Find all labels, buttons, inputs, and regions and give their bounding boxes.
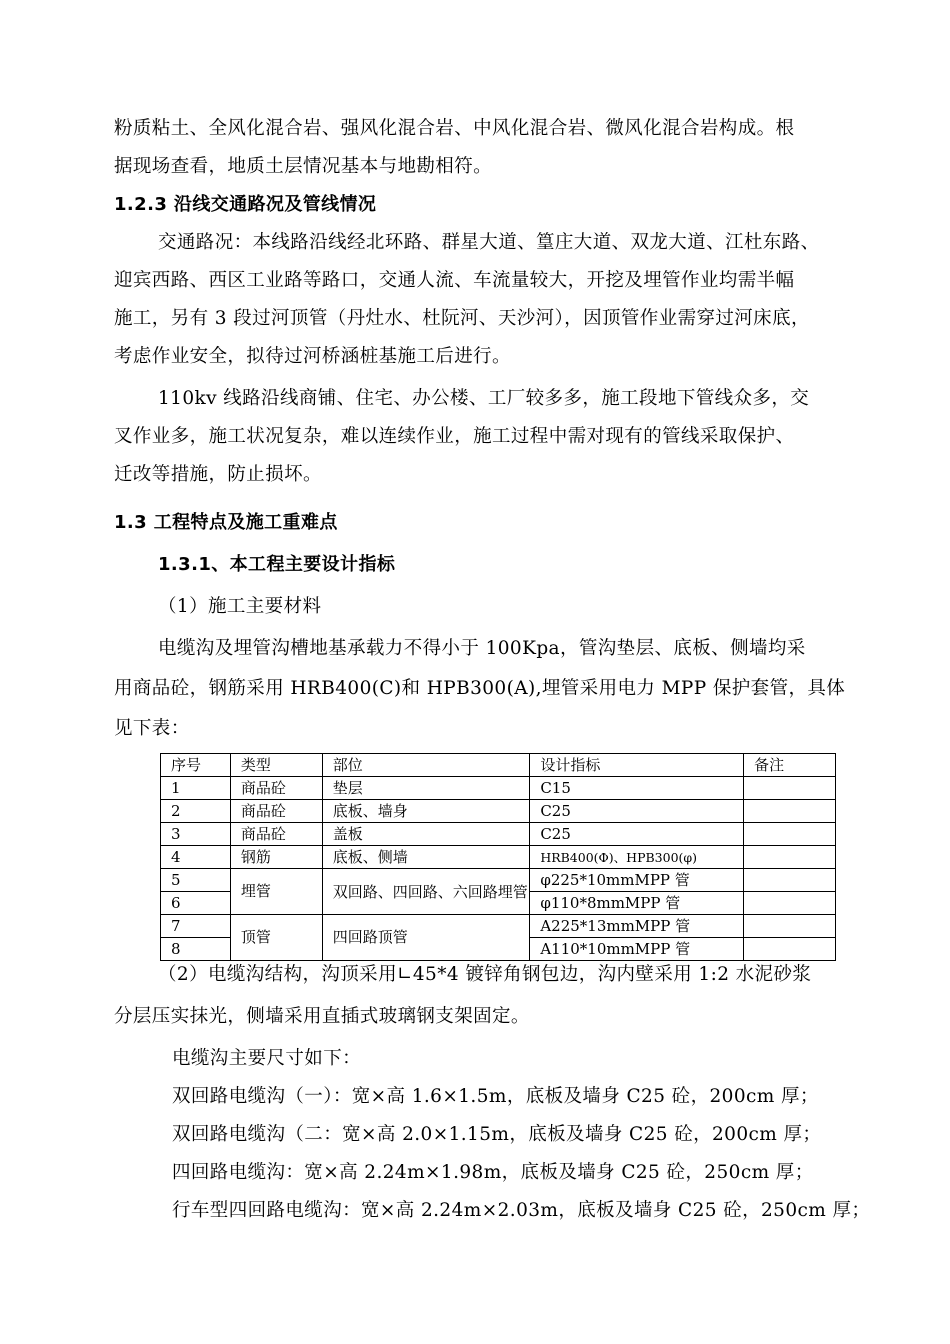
cell-type: 埋管 [230,869,322,915]
cell-no: 2 [161,800,231,823]
para-dimensions-intro: 电缆沟主要尺寸如下： [172,1048,362,1069]
cell-part: 双回路、四回路、六回路埋管 [322,869,530,915]
para-materials-line1: 电缆沟及埋管沟槽地基承载力不得小于 100Kpa，管沟垫层、底板、侧墙均采 [158,638,806,659]
cell-note [744,800,836,823]
para-pipeline-line2: 叉作业多，施工状况复杂，难以连续作业，施工过程中需对现有的管线采取保护、 [114,426,795,447]
subheading-materials: （1）施工主要材料 [158,596,322,617]
table-row [161,800,836,823]
header-type: 类型 [230,754,322,777]
cell-type: 商品砼 [230,777,322,800]
para-geology-line1: 粉质粘土、全风化混合岩、强风化混合岩、中风化混合岩、微风化混合岩构成。根 [114,118,795,139]
cell-note [744,938,836,961]
cell-note [744,869,836,892]
cell-spec: C25 [530,823,744,846]
para-materials-line3: 见下表： [114,718,190,739]
para-traffic-line1: 交通路况：本线路沿线经北环路、群星大道、篁庄大道、双龙大道、江杜东路、 [158,232,820,253]
cell-no: 6 [161,892,231,915]
para-pipeline-line1: 110kv 线路沿线商铺、住宅、办公楼、工厂较多多，施工段地下管线众多，交 [158,388,810,409]
table-header-row [161,754,836,777]
cell-part: 四回路顶管 [322,915,530,961]
cell-type: 钢筋 [230,846,322,869]
table-row [161,915,836,938]
cell-part: 底板、侧墙 [322,846,530,869]
cell-spec: φ110*8mmMPP 管 [530,892,744,915]
cell-no: 1 [161,777,231,800]
cell-no: 3 [161,823,231,846]
dimension-item-1: 双回路电缆沟（一）：宽×高 1.6×1.5m，底板及墙身 C25 砼，200cm 厚； [172,1086,819,1107]
cell-spec: C15 [530,777,744,800]
cell-note [744,915,836,938]
dimension-item-3: 四回路电缆沟：宽×高 2.24m×1.98m，底板及墙身 C25 砼，250cm 厚； [172,1162,814,1183]
cell-note [744,892,836,915]
heading-1-3: 1.3 工程特点及施工重难点 [114,512,338,533]
header-spec: 设计指标 [530,754,744,777]
design-spec-table [160,753,836,961]
cell-part: 盖板 [322,823,530,846]
para-structure-line2: 分层压实抹光，侧墙采用直插式玻璃钢支架固定。 [114,1006,530,1027]
cell-type: 商品砼 [230,800,322,823]
heading-1-2-3: 1.2.3 沿线交通路况及管线情况 [114,194,377,215]
para-traffic-line3: 施工，另有 3 段过河顶管（丹灶水、杜阮河、天沙河），因顶管作业需穿过河床底， [114,308,810,329]
para-traffic-line4: 考虑作业安全，拟待过河桥涵桩基施工后进行。 [114,346,511,367]
table-row [161,846,836,869]
para-materials-line2: 用商品砼，钢筋采用 HRB400(C)和 HPB300(A),埋管采用电力 MPP 保护套管，具体 [114,678,846,699]
heading-1-3-1: 1.3.1、本工程主要设计指标 [158,554,396,575]
para-traffic-line2: 迎宾西路、西区工业路等路口，交通人流、车流量较大，开挖及埋管作业均需半幅 [114,270,795,291]
cell-spec: A110*10mmMPP 管 [530,938,744,961]
cell-no: 4 [161,846,231,869]
cell-part: 垫层 [322,777,530,800]
table-row [161,869,836,892]
table-row [161,777,836,800]
cell-spec: C25 [530,800,744,823]
cell-type: 顶管 [230,915,322,961]
cell-note [744,823,836,846]
cell-no: 8 [161,938,231,961]
dimension-item-4: 行车型四回路电缆沟：宽×高 2.24m×2.03m，底板及墙身 C25 砼，250cm 厚； [172,1200,871,1221]
cell-note [744,846,836,869]
cell-spec: HRB400(Φ)、HPB300(φ) [530,846,744,869]
para-structure-line1: （2）电缆沟结构，沟顶采用∟45*4 镀锌角钢包边，沟内壁采用 1:2 水泥砂浆 [158,964,812,985]
cell-spec: φ225*10mmMPP 管 [530,869,744,892]
dimension-item-2: 双回路电缆沟（二：宽×高 2.0×1.15m，底板及墙身 C25 砼，200cm 厚； [172,1124,822,1145]
cell-type: 商品砼 [230,823,322,846]
header-part: 部位 [322,754,530,777]
table-row [161,823,836,846]
cell-note [744,777,836,800]
cell-spec: A225*13mmMPP 管 [530,915,744,938]
cell-part: 底板、墙身 [322,800,530,823]
header-no: 序号 [161,754,231,777]
para-geology-line2: 据现场查看，地质土层情况基本与地勘相符。 [114,156,493,177]
header-note: 备注 [744,754,836,777]
cell-no: 5 [161,869,231,892]
cell-no: 7 [161,915,231,938]
para-pipeline-line3: 迁改等措施，防止损坏。 [114,464,322,485]
